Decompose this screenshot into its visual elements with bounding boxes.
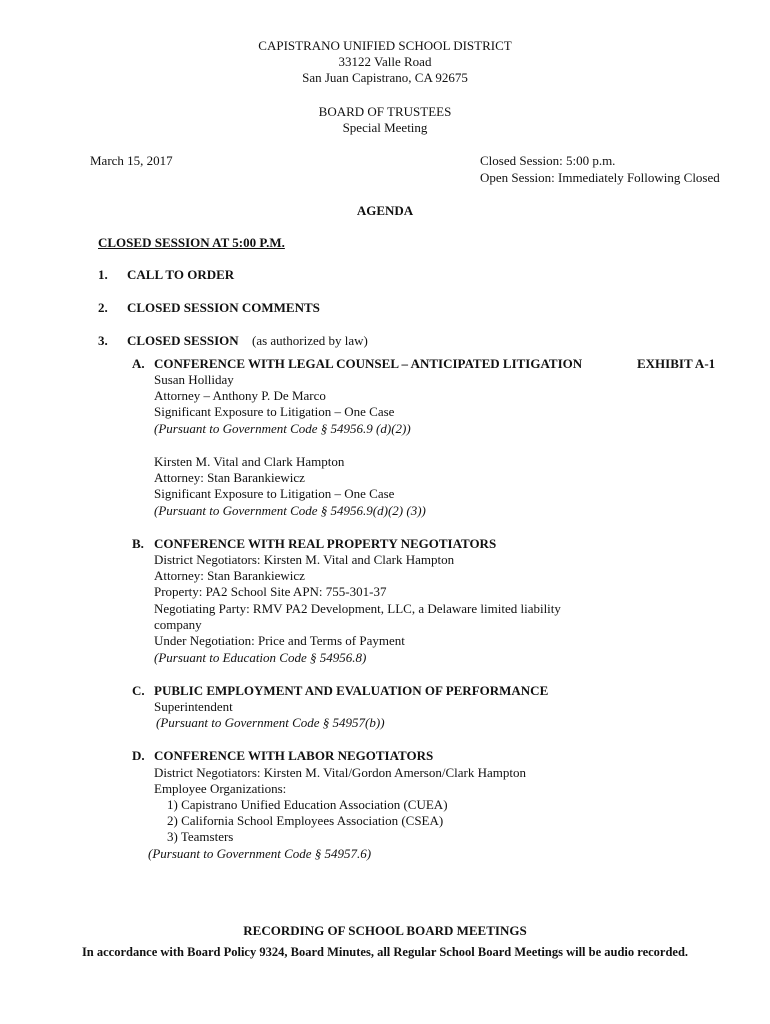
section-letter: C. <box>132 683 145 698</box>
code-citation: (Pursuant to Government Code § 54956.9(d)(2) (3)) <box>154 503 426 518</box>
case-line: Attorney: Stan Barankiewicz <box>154 470 305 485</box>
item-label: CLOSED SESSION COMMENTS <box>127 300 320 315</box>
item-note: (as authorized by law) <box>252 333 368 348</box>
item-number: 1. <box>98 267 108 282</box>
case-line: Significant Exposure to Litigation – One Case <box>154 404 395 419</box>
case-line: Susan Holliday <box>154 372 234 387</box>
section-letter: B. <box>132 536 144 551</box>
section-title: CONFERENCE WITH REAL PROPERTY NEGOTIATORS <box>154 536 497 551</box>
section-title: CONFERENCE WITH LABOR NEGOTIATORS <box>154 748 434 763</box>
org-list-item: 2) California School Employees Association (CSEA) <box>167 813 444 828</box>
org-list-item: 3) Teamsters <box>167 829 234 844</box>
meeting-date: March 15, 2017 <box>90 153 173 168</box>
case-line: Attorney – Anthony P. De Marco <box>154 388 326 403</box>
item-label: CALL TO ORDER <box>127 267 235 282</box>
recording-title: RECORDING OF SCHOOL BOARD MEETINGS <box>243 923 527 938</box>
section-title: CONFERENCE WITH LEGAL COUNSEL – ANTICIPATED LITIGATION <box>154 356 583 371</box>
section-letter: D. <box>132 748 145 763</box>
exhibit-label: EXHIBIT A-1 <box>637 356 716 371</box>
address-line-2: San Juan Capistrano, CA 92675 <box>302 70 468 85</box>
detail-line: District Negotiators: Kirsten M. Vital and Clark Hampton <box>154 552 455 567</box>
code-citation: (Pursuant to Government Code § 54957.6) <box>148 846 372 861</box>
org-list-item: 1) Capistrano Unified Education Association (CUEA) <box>167 797 448 812</box>
case-line: Significant Exposure to Litigation – One Case <box>154 486 395 501</box>
section-letter: A. <box>132 356 145 371</box>
item-label: CLOSED SESSION <box>127 333 239 348</box>
address-line-1: 33122 Valle Road <box>338 54 432 69</box>
closed-session-time: Closed Session: 5:00 p.m. <box>480 153 616 168</box>
detail-line: Employee Organizations: <box>154 781 287 796</box>
case-line: Kirsten M. Vital and Clark Hampton <box>154 454 345 469</box>
detail-line: Negotiating Party: RMV PA2 Development, LLC, a Delaware limited liability <box>154 601 561 616</box>
item-number: 3. <box>98 333 108 348</box>
detail-line: company <box>154 617 202 632</box>
detail-line: Attorney: Stan Barankiewicz <box>154 568 305 583</box>
code-citation: (Pursuant to Government Code § 54956.9 (d)(2)) <box>154 421 411 436</box>
detail-line: Property: PA2 School Site APN: 755-301-37 <box>154 584 387 599</box>
district-name: CAPISTRANO UNIFIED SCHOOL DISTRICT <box>258 38 512 53</box>
agenda-title: AGENDA <box>356 203 414 218</box>
item-number: 2. <box>98 300 108 315</box>
section-title: PUBLIC EMPLOYMENT AND EVALUATION OF PERFORMANCE <box>154 683 549 698</box>
code-citation: (Pursuant to Education Code § 54956.8) <box>154 650 367 665</box>
recording-notice: In accordance with Board Policy 9324, Board Minutes, all Regular School Board Meetings will be audio recorded. <box>81 945 689 959</box>
open-session-time: Open Session: Immediately Following Closed <box>480 170 720 185</box>
board-name: BOARD OF TRUSTEES <box>318 104 452 119</box>
meeting-type: Special Meeting <box>342 120 428 135</box>
detail-line: Superintendent <box>154 699 233 714</box>
code-citation: (Pursuant to Government Code § 54957(b)) <box>156 715 385 730</box>
closed-session-heading: CLOSED SESSION AT 5:00 P.M. <box>98 235 285 250</box>
detail-line: Under Negotiation: Price and Terms of Payment <box>154 633 405 648</box>
detail-line: District Negotiators: Kirsten M. Vital/Gordon Amerson/Clark Hampton <box>154 765 526 780</box>
